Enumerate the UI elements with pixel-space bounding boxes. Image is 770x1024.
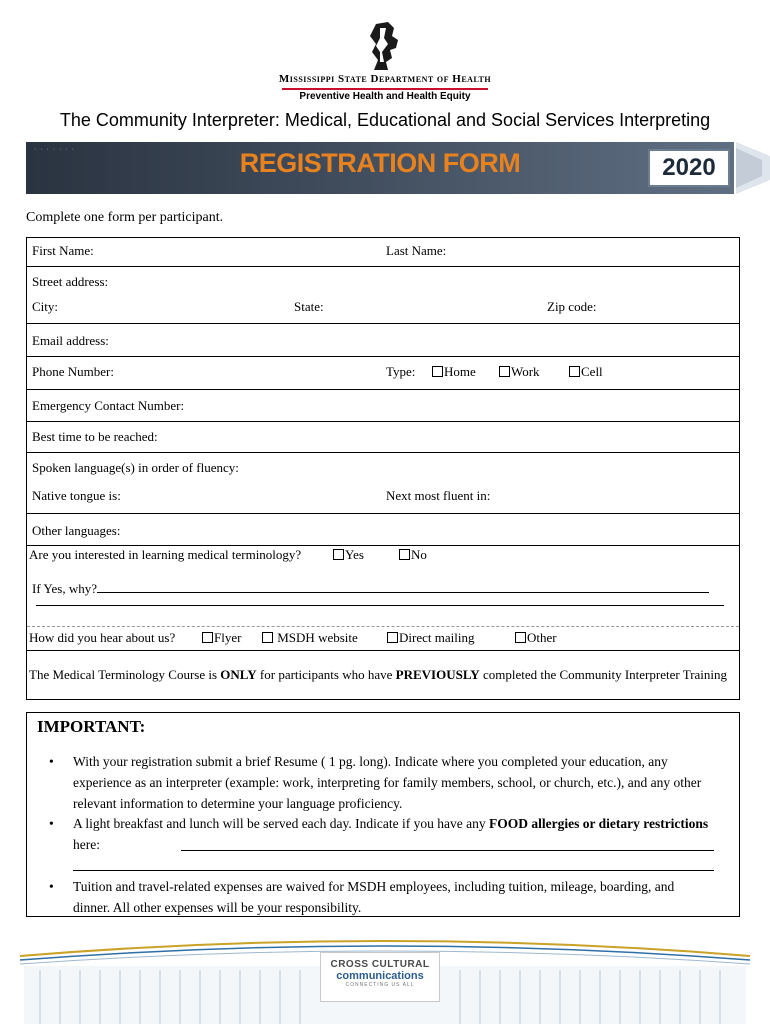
spoken-languages-field[interactable]: Spoken language(s) in order of fluency: xyxy=(32,460,239,475)
med-terminology-question: Are you interested in learning medical terminology? xyxy=(29,547,302,562)
year-badge: 2020 xyxy=(648,149,730,187)
phone-type-home-checkbox[interactable]: Home xyxy=(432,364,476,380)
expenses-note: Tuition and travel-related expenses are waived for MSDH employees, including tuition, mileage, boarding, and dinner. All other expenses will be your responsibility. xyxy=(73,879,675,915)
checkbox-icon xyxy=(432,366,443,377)
allergy-input-line[interactable] xyxy=(181,850,714,851)
agency-rule xyxy=(282,88,488,90)
important-heading: IMPORTANT: xyxy=(37,717,146,736)
checkbox-icon xyxy=(262,632,273,643)
divider xyxy=(27,266,739,267)
bullet-icon: • xyxy=(49,754,54,769)
course-eligibility-note: The Medical Terminology Course is ONLY for participants who have PREVIOUSLY completed the Community Interpreter Training xyxy=(29,667,728,682)
checkbox-icon xyxy=(499,366,510,377)
allergy-input-line[interactable] xyxy=(73,870,714,871)
zip-code-field[interactable]: Zip code: xyxy=(547,299,597,314)
best-time-field[interactable]: Best time to be reached: xyxy=(32,429,158,444)
med-terminology-yes-checkbox[interactable]: Yes xyxy=(333,547,364,563)
registration-table xyxy=(26,237,740,700)
form-title: REGISTRATION FORM xyxy=(239,148,521,178)
med-terminology-no-checkbox[interactable]: No xyxy=(399,547,427,563)
phone-field[interactable]: Phone Number: xyxy=(32,364,114,379)
checkbox-icon xyxy=(399,549,410,560)
divider xyxy=(27,356,739,357)
checkbox-icon xyxy=(387,632,398,643)
phone-type-label: Type: xyxy=(386,364,416,379)
cross-cultural-logo: CROSS CULTURAL communications CONNECTING US ALL xyxy=(320,952,440,1002)
email-field[interactable]: Email address: xyxy=(32,333,109,348)
agency-name: Mississippi State Department of Health xyxy=(278,73,492,85)
divider xyxy=(27,323,739,324)
emergency-contact-field[interactable]: Emergency Contact Number: xyxy=(32,398,185,413)
course-title: The Community Interpreter: Medical, Educational and Social Services Interpreting xyxy=(59,110,711,130)
divider xyxy=(27,421,739,422)
first-name-field[interactable]: First Name: xyxy=(32,243,94,258)
last-name-field[interactable]: Last Name: xyxy=(386,243,447,258)
hear-direct-mailing-checkbox[interactable]: Direct mailing xyxy=(387,630,474,646)
msdh-logo-icon xyxy=(368,22,402,72)
other-languages-field[interactable]: Other languages: xyxy=(32,523,121,538)
important-box xyxy=(26,712,740,917)
divider xyxy=(27,389,739,390)
hear-other-checkbox[interactable]: Other xyxy=(515,630,557,646)
phone-type-cell-checkbox[interactable]: Cell xyxy=(569,364,603,380)
banner-chevron-icon xyxy=(736,142,770,194)
dashed-divider xyxy=(27,626,739,627)
if-yes-why-field[interactable]: If Yes, why? xyxy=(32,581,709,597)
bullet-icon: • xyxy=(49,879,54,894)
food-allergy-instruction: A light breakfast and lunch will be served each day. Indicate if you have any FOOD allergies or dietary restrictions here: xyxy=(73,816,709,852)
hear-msdh-website-checkbox[interactable]: MSDH website xyxy=(262,630,358,646)
blank-line xyxy=(97,592,709,593)
state-field[interactable]: State: xyxy=(294,299,324,314)
city-field[interactable]: City: xyxy=(32,299,59,314)
street-address-field[interactable]: Street address: xyxy=(32,274,109,289)
hear-about-question: How did you hear about us? xyxy=(29,630,176,645)
checkbox-icon xyxy=(202,632,213,643)
next-fluent-field[interactable]: Next most fluent in: xyxy=(386,488,491,503)
divider xyxy=(27,513,739,514)
intro-text: Complete one form per participant. xyxy=(26,210,224,225)
divider xyxy=(27,650,739,651)
phone-type-work-checkbox[interactable]: Work xyxy=(499,364,540,380)
native-tongue-field[interactable]: Native tongue is: xyxy=(32,488,121,503)
checkbox-icon xyxy=(515,632,526,643)
divider xyxy=(27,545,739,546)
banner-decoration: · · · · · · · xyxy=(34,146,75,153)
checkbox-icon xyxy=(569,366,580,377)
divider xyxy=(27,452,739,453)
hear-flyer-checkbox[interactable]: Flyer xyxy=(202,630,241,646)
resume-instruction: With your registration submit a brief Resume ( 1 pg. long). Indicate where you completed your education, any experience as an interpreter (example: work, interpreting for family members, school, or church, etc.), and any other relevant information to determine your language proficiency. xyxy=(73,754,702,811)
blank-line xyxy=(36,605,724,606)
bullet-icon: • xyxy=(49,816,54,831)
checkbox-icon xyxy=(333,549,344,560)
division-name: Preventive Health and Health Equity xyxy=(299,91,471,102)
